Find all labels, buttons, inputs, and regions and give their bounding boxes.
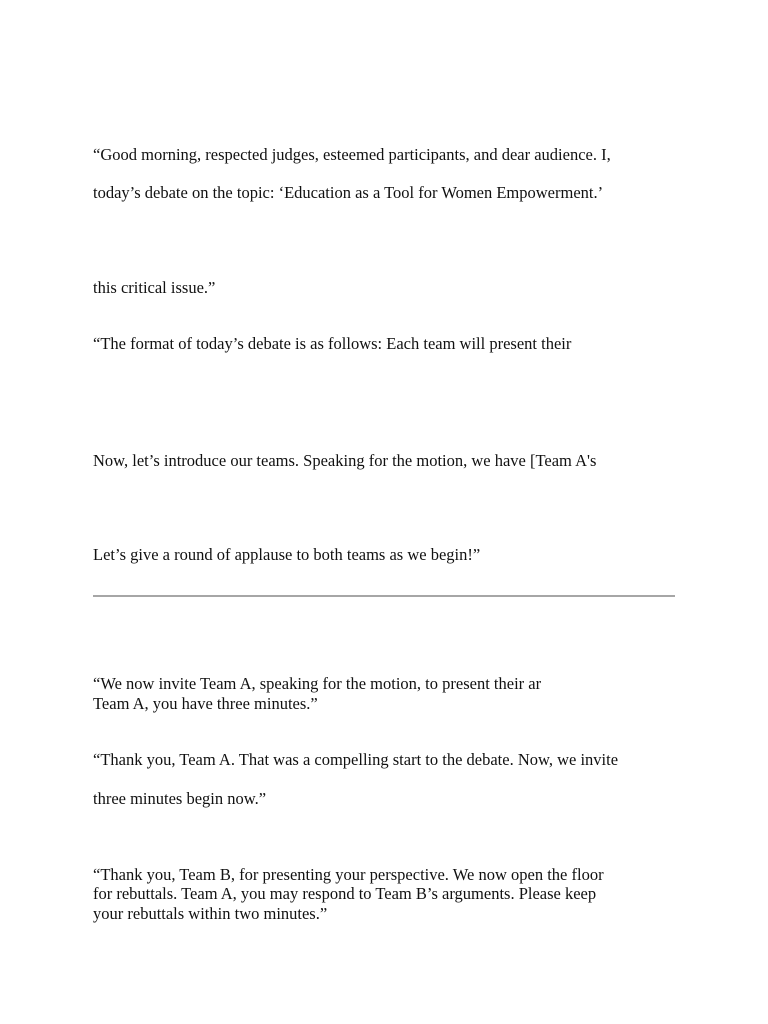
paragraph-line: today’s debate on the topic: ‘Education as a Tool for Women Empowerment.’ [93,183,604,202]
paragraph-line: this critical issue.” [93,278,216,297]
paragraph-line: Let’s give a round of applause to both teams as we begin!” [93,545,481,564]
paragraph-line: three minutes begin now.” [93,789,267,808]
paragraph-line: “Good morning, respected judges, esteemed participants, and dear audience. I, [93,145,611,164]
paragraph-line: “We now invite Team A, speaking for the motion, to present their ar [93,674,542,693]
paragraph-line: your rebuttals within two minutes.” [93,904,328,923]
paragraph-line: Team A, you have three minutes.” [93,694,318,713]
horizontal-divider [93,595,675,597]
paragraph-line: for rebuttals. Team A, you may respond to Team B’s arguments. Please keep [93,884,597,903]
paragraph-line: Now, let’s introduce our teams. Speaking for the motion, we have [Team A's [93,451,597,470]
paragraph-line: “Thank you, Team A. That was a compelling start to the debate. Now, we invite [93,750,619,769]
paragraph-line: “The format of today’s debate is as follows: Each team will present their [93,334,572,353]
paragraph-line: “Thank you, Team B, for presenting your perspective. We now open the floor [93,865,604,884]
